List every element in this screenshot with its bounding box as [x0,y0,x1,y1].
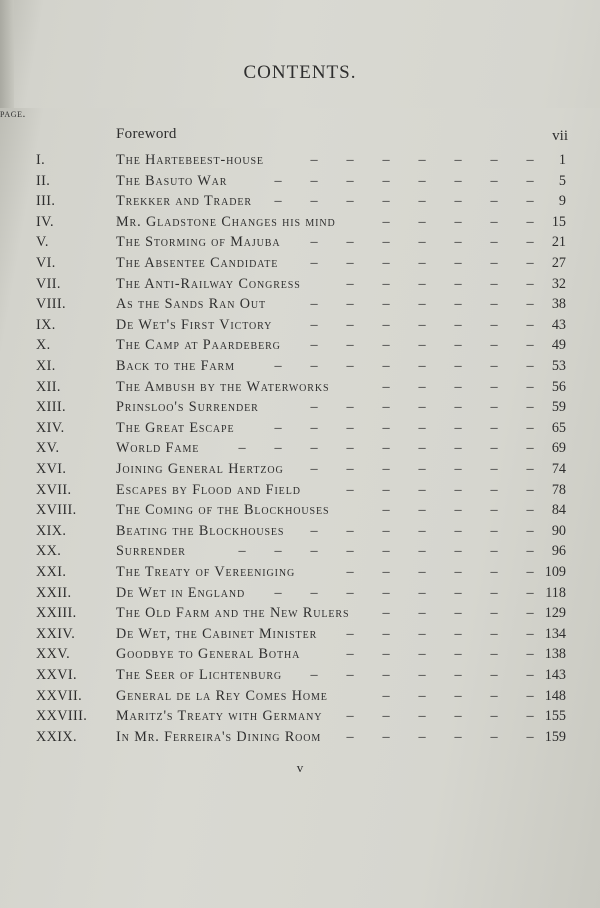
page-number-footer: v [296,760,304,775]
chapter-title: In Mr. Ferreira's Dining Room [116,728,322,745]
toc-entry [0,626,600,648]
chapter-title: The Old Farm and the New Rulers [116,605,350,622]
chapter-number: XV. [36,440,60,457]
chapter-page-number: 96 [551,543,566,560]
chapter-title: The Ambush by the Waterworks [116,378,330,395]
dash-leader: – – – – – – – [310,461,534,477]
chapter-page-number: 74 [551,461,566,477]
chapter-number: I. [36,152,46,168]
dash-leader: – – – – – [382,687,534,704]
dash-leader: – – – – – – – – [274,584,534,601]
dash-leader: – – – – – – – – [274,172,534,189]
toc-entry [0,502,600,524]
dash-leader: – – – – – – – [310,255,534,271]
toc-entry [0,420,600,442]
chapter-page-number: 5 [558,172,566,189]
chapter-page-number: 15 [551,213,566,230]
toc-entry [0,729,600,751]
chapter-number: XXVII. [36,687,83,704]
chapter-title: The Hartebeest-house [116,152,264,168]
dash-leader: – – – – – – [346,275,534,292]
chapter-page-number: 27 [551,255,566,271]
chapter-title: The Treaty of Vereeniging [116,564,296,580]
chapter-title: Surrender [116,543,186,560]
toc-entry [0,708,600,730]
toc-entry [0,193,600,215]
chapter-title: Mr. Gladstone Changes his mind [116,213,336,230]
chapter-page-number: 49 [551,337,566,354]
chapter-page-number: 56 [551,378,566,395]
chapter-page-number: 1 [558,152,566,168]
toc-entry [0,379,600,401]
chapter-number: IV. [36,213,54,230]
chapter-page-number: 129 [544,605,566,622]
dash-leader: – – – – – [382,378,534,395]
chapter-title: The Anti-Railway Congress [116,275,301,292]
chapter-title: The Absentee Candidate [116,255,279,271]
chapter-number: VII. [36,275,61,292]
chapter-title: Back to the Farm [116,358,235,374]
chapter-title: The Great Escape [116,419,235,436]
chapter-number: V. [36,234,49,251]
dash-leader: – – – – – – – – [274,419,534,436]
chapter-page-number: 21 [551,234,566,251]
chapter-title: Beating the Blockhouses [116,522,285,539]
toc-entry [0,585,600,607]
chapter-number: III. [36,193,56,210]
dash-leader: – – – – – – – – [274,193,534,210]
toc-entry [0,255,600,277]
toc-entry [0,543,600,565]
chapter-number: XXIV. [36,625,76,642]
dash-leader: – – – – – – – – – [238,543,534,560]
chapter-number: XIX. [36,522,67,539]
chapter-title: Trekker and Trader [116,193,252,210]
dash-leader: – – – – – – – [310,667,534,683]
toc-entry [0,646,600,668]
chapter-number: XXVI. [36,667,78,683]
chapter-title: General de la Rey Comes Home [116,687,328,704]
dash-leader: – – – – – [382,502,534,519]
chapter-number: VIII. [36,296,66,313]
foreword-page-number: vii [552,128,568,144]
chapter-page-number: 59 [551,399,566,416]
toc-entry [0,605,600,627]
chapter-number: XX. [36,543,62,560]
chapter-page-number: 78 [551,481,566,498]
dash-leader: – – – – – – – – – [238,440,534,457]
toc-entry [0,214,600,236]
chapter-number: XIII. [36,399,66,416]
chapter-number: II. [36,172,51,189]
toc-entry [0,152,600,174]
chapter-page-number: 38 [551,296,566,313]
chapter-title: As the Sands Ran Out [116,296,267,313]
toc-entry [0,296,600,318]
chapter-number: X. [36,337,51,354]
chapter-number: XI. [36,358,56,374]
toc-entry [0,523,600,545]
toc-entry [0,667,600,689]
toc-entry [0,317,600,339]
chapter-number: XXIX. [36,728,78,745]
chapter-page-number: 90 [551,522,566,539]
chapter-page-number: 84 [551,502,566,519]
chapter-number: XII. [36,378,61,395]
chapter-page-number: 138 [544,646,566,663]
chapter-page-number: 65 [551,419,566,436]
page-title: CONTENTS. [243,62,357,83]
chapter-number: XXIII. [36,605,77,622]
chapter-number: XVII. [36,481,72,498]
dash-leader: – – – – – [382,605,534,622]
chapter-page-number: 32 [551,275,566,292]
dash-leader: – – – – – – [346,625,534,642]
toc-entry [0,440,600,462]
chapter-title: De Wet, the Cabinet Minister [116,625,318,642]
chapter-page-number: 69 [551,440,566,457]
dash-leader: – – – – – – – [310,296,534,313]
chapter-title: World Fame [116,440,200,457]
chapter-number: XVI. [36,461,67,477]
toc-entry [0,173,600,195]
toc-entry [0,399,600,421]
chapter-title: The Basuto War [116,172,228,189]
chapter-page-number: 159 [544,728,566,745]
dash-leader: – – – – – – [346,481,534,498]
chapter-title: Joining General Hertzog [116,461,284,477]
toc-entry [0,564,600,586]
toc-entry [0,482,600,504]
chapter-number: XXII. [36,584,72,601]
chapter-page-number: 118 [545,584,566,601]
dash-leader: – – – – – – – [310,234,534,251]
toc-entry [0,276,600,298]
page-column-header: page. [0,108,600,908]
chapter-title: De Wet in England [116,584,246,601]
chapter-number: XXV. [36,646,71,663]
dash-leader: – – – – – – [346,646,534,663]
chapter-number: IX. [36,316,56,333]
chapter-page-number: 134 [544,625,566,642]
chapter-number: XXVIII. [36,708,88,725]
chapter-page-number: 155 [544,708,566,725]
chapter-title: De Wet's First Victory [116,316,273,333]
chapter-page-number: 143 [544,667,566,683]
chapter-page-number: 43 [551,316,566,333]
chapter-number: XIV. [36,419,65,436]
toc-entry [0,461,600,483]
toc-entry [0,358,600,380]
chapter-title: Maritz's Treaty with Germany [116,708,323,725]
chapter-title: The Seer of Lichtenburg [116,667,283,683]
dash-leader: – – – – – – – [310,337,534,354]
foreword-title: Foreword [116,126,177,142]
chapter-page-number: 9 [558,193,566,210]
chapter-title: Escapes by Flood and Field [116,481,301,498]
chapter-number: VI. [36,255,56,271]
chapter-title: The Coming of the Blockhouses [116,502,330,519]
dash-leader: – – – – – – – – [274,358,534,374]
chapter-number: XXI. [36,564,67,580]
chapter-page-number: 109 [544,564,566,580]
dash-leader: – – – – – [382,213,534,230]
chapter-title: Goodbye to General Botha [116,646,301,663]
dash-leader: – – – – – – – [310,399,534,416]
chapter-page-number: 53 [551,358,566,374]
chapter-title: Prinsloo's Surrender [116,399,259,416]
dash-leader: – – – – – – [346,564,534,580]
chapter-title: The Storming of Majuba [116,234,281,251]
toc-entry [0,234,600,256]
chapter-page-number: 148 [544,687,566,704]
dash-leader: – – – – – – – [310,152,534,168]
dash-leader: – – – – – – – [310,522,534,539]
dash-leader: – – – – – – [346,728,534,745]
dash-leader: – – – – – – – [310,316,534,333]
chapter-number: XVIII. [36,502,77,519]
toc-entry [0,688,600,710]
toc-entry [0,337,600,359]
dash-leader: – – – – – – [346,708,534,725]
chapter-title: The Camp at Paardeberg [116,337,281,354]
